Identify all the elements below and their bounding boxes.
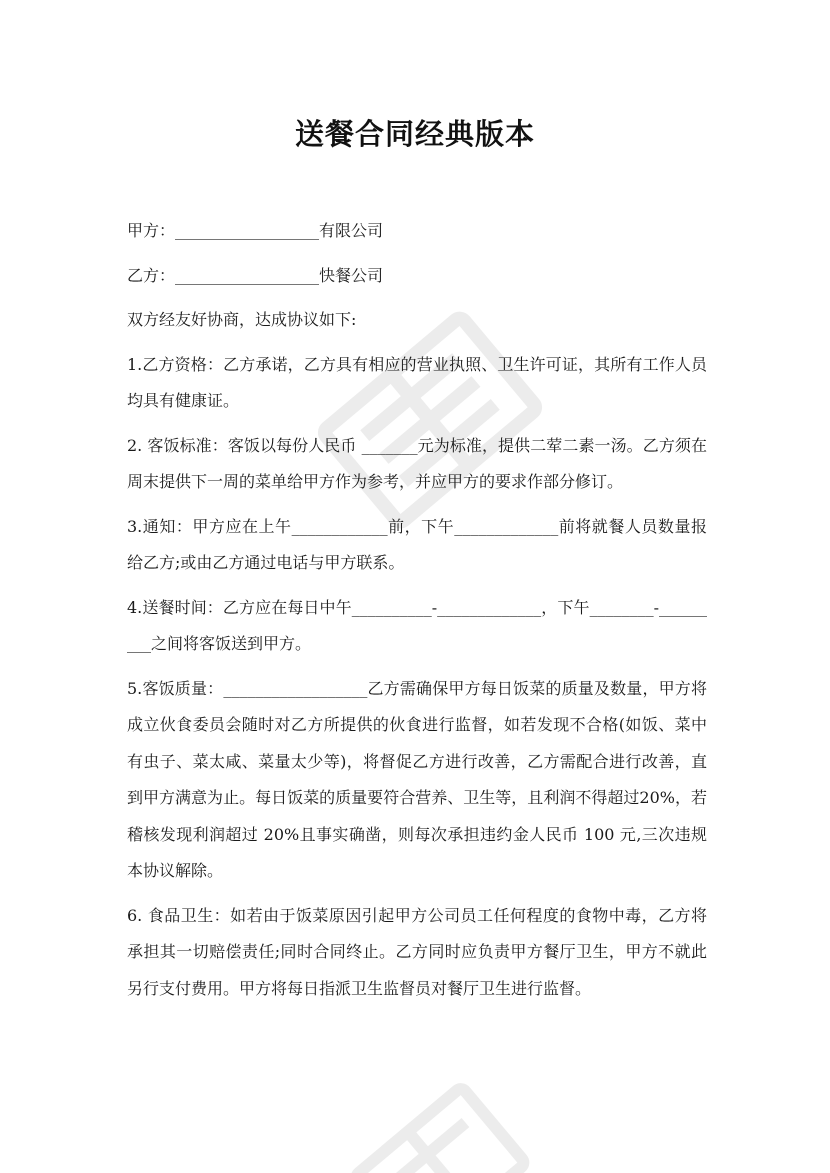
party-b-line: 乙方：__________________快餐公司: [127, 265, 384, 285]
clause-qualification: 1.乙方资格：乙方承诺，乙方具有相应的营业执照、卫生许可证，其所有工作人员均具有健康证。: [127, 354, 707, 410]
document-title: 送餐合同经典版本: [294, 117, 535, 151]
clause-delivery-time: 4.送餐时间：乙方应在每日中午__________-_____________，下午________-_________之间将客饭送到甲方。: [127, 597, 707, 653]
agreement-intro: 双方经友好协商，达成协议如下:: [127, 310, 357, 329]
clause-meal-quality: 5.客饭质量：__________________乙方需确保甲方每日饭菜的质量及数量，甲方将成立伙食委员会随时对乙方所提供的伙食进行监督，如若发现不合格(如饭、菜中有虫子、菜太咸、菜量太少等)，将督促乙方进行改善，乙方需配合进行改善，直到甲方满意为止。每日饭菜的质量要符合营养、卫生等，且利润不得超过20%，若稽核发现利润超过 20%且事实确凿，则每次承担违约金人民币 100 元,三次违规本协议解除。: [127, 678, 707, 880]
party-a-line: 甲方：__________________有限公司: [127, 221, 384, 240]
clause-notification: 3.通知：甲方应在上午____________前，下午_____________前将就餐人员数量报给乙方;或由乙方通过电话与甲方联系。: [127, 516, 707, 572]
watermark-logo-bottom: [330, 1060, 550, 1173]
document-body: [127, 213, 707, 1015]
clause-food-hygiene: 6. 食品卫生：如若由于饭菜原因引起甲方公司员工任何程度的食物中毒，乙方将承担其一切赔偿责任;同时合同终止。乙方同时应负责甲方餐厅卫生，甲方不就此另行支付费用。甲方将每日指派卫生监督员对餐厅卫生进行监督。: [127, 905, 707, 998]
clause-meal-standard: 2. 客饭标准：客饭以每份人民币 _______元为标准，提供二荤二素一汤。乙方须在周末提供下一周的菜单给甲方作为参考，并应甲方的要求作部分修订。: [127, 435, 707, 491]
